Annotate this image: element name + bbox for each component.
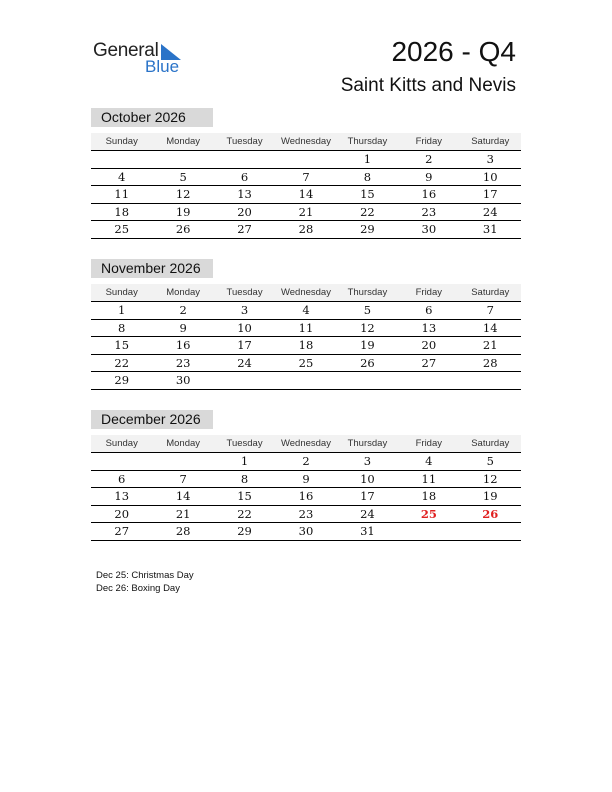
day-cell: 10 <box>482 169 498 184</box>
day-cell: 16 <box>421 187 437 202</box>
day-cell: 8 <box>240 471 249 486</box>
day-cell: 11 <box>114 187 130 202</box>
day-cell: 6 <box>240 169 249 184</box>
day-cell: 9 <box>425 169 433 184</box>
day-cell: 25 <box>114 222 130 237</box>
day-cell: 8 <box>118 320 126 335</box>
week-row <box>91 337 521 355</box>
weekday-name: Friday <box>415 136 443 147</box>
day-cell: 6 <box>118 471 126 486</box>
day-cell: 31 <box>482 222 498 237</box>
weekday-name: Monday <box>166 287 201 298</box>
day-cell: 21 <box>482 338 498 353</box>
holiday-notes <box>96 569 194 595</box>
day-cell: 21 <box>175 506 191 521</box>
day-cell <box>91 453 152 470</box>
day-cell: 29 <box>360 222 375 237</box>
day-cell: 31 <box>360 524 375 539</box>
month-december <box>91 410 521 541</box>
day-cell <box>275 372 336 389</box>
day-cell: 13 <box>237 187 252 202</box>
month-title: October 2026 <box>91 108 213 127</box>
week-row <box>91 302 521 320</box>
day-cell: 30 <box>421 222 437 237</box>
page-title: 2026 - Q4 <box>391 36 516 67</box>
day-cell: 28 <box>175 524 191 539</box>
week-row <box>91 453 521 471</box>
day-cell: 3 <box>240 303 249 317</box>
day-cell: 28 <box>482 355 498 370</box>
day-cell <box>337 372 398 389</box>
logo-word-blue: Blue <box>145 57 180 76</box>
day-cell: 19 <box>482 489 498 504</box>
day-cell: 10 <box>360 471 375 486</box>
day-cell: 16 <box>175 338 191 353</box>
day-cell: 11 <box>298 320 314 335</box>
day-cell: 2 <box>179 303 187 317</box>
day-cell: 2 <box>425 152 433 166</box>
day-cell: 20 <box>114 506 130 521</box>
day-cell: 3 <box>363 454 372 468</box>
day-cell: 6 <box>425 303 433 317</box>
holiday-day-cell: 26 <box>482 506 499 521</box>
day-cell: 19 <box>360 338 375 353</box>
day-cell: 4 <box>425 454 433 468</box>
day-cell: 4 <box>118 169 126 184</box>
weekday-name: Saturday <box>471 287 510 298</box>
day-cell: 24 <box>482 204 498 219</box>
holiday-note: Dec 26: Boxing Day <box>96 583 180 594</box>
day-cell: 7 <box>486 303 494 317</box>
day-cell: 11 <box>421 471 437 486</box>
day-cell: 12 <box>360 320 375 335</box>
weekday-name: Wednesday <box>280 287 331 298</box>
day-cell: 20 <box>237 204 252 219</box>
logo-word-general: General <box>93 40 159 61</box>
month-october <box>91 108 521 239</box>
day-cell: 12 <box>175 187 191 202</box>
day-cell <box>214 372 275 389</box>
day-cell: 1 <box>240 454 249 468</box>
day-cell: 22 <box>114 355 130 370</box>
day-cell: 23 <box>175 355 191 370</box>
day-cell: 18 <box>114 204 130 219</box>
day-cell: 30 <box>175 373 191 388</box>
holiday-note: Dec 25: Christmas Day <box>96 570 194 581</box>
day-cell <box>152 453 213 470</box>
day-cell: 17 <box>360 489 375 504</box>
day-cell: 29 <box>237 524 252 539</box>
day-cell: 9 <box>179 320 187 335</box>
day-cell <box>152 151 213 168</box>
day-cell: 7 <box>179 471 187 486</box>
day-cell: 29 <box>114 373 130 388</box>
day-cell: 23 <box>298 506 314 521</box>
week-row <box>91 488 521 506</box>
day-cell <box>398 523 459 540</box>
month-title: November 2026 <box>91 259 213 278</box>
day-cell: 28 <box>298 222 314 237</box>
generalblue-logo <box>93 40 193 80</box>
day-cell: 15 <box>237 489 252 504</box>
day-cell: 7 <box>302 169 310 184</box>
weekday-header-row <box>91 435 521 453</box>
day-cell: 3 <box>486 152 494 166</box>
weekday-name: Tuesday <box>226 438 263 449</box>
weekday-name: Sunday <box>105 438 138 449</box>
day-cell: 5 <box>179 169 187 184</box>
day-cell: 15 <box>360 187 375 202</box>
day-cell: 2 <box>302 454 310 468</box>
day-cell: 27 <box>237 222 252 237</box>
weekday-name: Wednesday <box>280 438 331 449</box>
week-row <box>91 523 521 541</box>
day-cell: 10 <box>237 320 252 335</box>
week-row <box>91 186 521 204</box>
day-cell: 16 <box>298 489 314 504</box>
week-row <box>91 151 521 169</box>
day-cell: 27 <box>114 524 130 539</box>
day-cell: 13 <box>421 320 437 335</box>
day-cell: 18 <box>298 338 314 353</box>
day-cell: 1 <box>118 303 126 317</box>
day-cell: 13 <box>114 489 130 504</box>
weekday-name: Friday <box>415 438 443 449</box>
week-row <box>91 221 521 239</box>
week-row <box>91 471 521 489</box>
day-cell <box>91 151 152 168</box>
weekday-name: Sunday <box>105 287 138 298</box>
day-cell: 4 <box>302 303 310 317</box>
weekday-name: Saturday <box>471 438 510 449</box>
day-cell: 24 <box>360 506 375 521</box>
day-cell: 26 <box>360 355 375 370</box>
weekday-name: Sunday <box>105 136 138 147</box>
day-cell: 22 <box>360 204 375 219</box>
day-cell: 18 <box>421 489 437 504</box>
day-cell: 14 <box>482 320 498 335</box>
week-row <box>91 506 521 524</box>
day-cell: 17 <box>482 187 498 202</box>
weekday-name: Tuesday <box>226 136 263 147</box>
day-cell: 5 <box>363 303 372 317</box>
weekday-header-row <box>91 284 521 302</box>
weekday-name: Monday <box>166 438 201 449</box>
day-cell: 17 <box>237 338 252 353</box>
day-cell: 26 <box>175 222 191 237</box>
day-cell: 19 <box>175 204 191 219</box>
day-cell: 23 <box>421 204 437 219</box>
day-cell: 20 <box>421 338 437 353</box>
day-cell <box>460 523 521 540</box>
day-cell <box>460 372 521 389</box>
day-cell: 22 <box>237 506 252 521</box>
weekday-name: Friday <box>415 287 443 298</box>
day-cell: 12 <box>482 471 498 486</box>
weekday-name: Saturday <box>471 136 510 147</box>
day-cell: 5 <box>486 454 494 468</box>
month-title: December 2026 <box>91 410 213 429</box>
weekday-name: Thursday <box>347 287 388 298</box>
weekday-name: Tuesday <box>226 287 263 298</box>
day-cell: 25 <box>298 355 314 370</box>
day-cell <box>214 151 275 168</box>
day-cell: 14 <box>175 489 191 504</box>
day-cell: 8 <box>363 169 372 184</box>
day-cell: 9 <box>302 471 310 486</box>
weekday-name: Monday <box>166 136 201 147</box>
day-cell: 15 <box>114 338 130 353</box>
day-cell <box>398 372 459 389</box>
week-row <box>91 372 521 390</box>
weekday-name: Thursday <box>347 136 388 147</box>
week-row <box>91 204 521 222</box>
weekday-header-row <box>91 133 521 151</box>
day-cell: 30 <box>298 524 314 539</box>
weekday-name: Wednesday <box>280 136 331 147</box>
week-row <box>91 355 521 373</box>
week-row <box>91 169 521 187</box>
day-cell: 24 <box>237 355 252 370</box>
holiday-day-cell: 25 <box>420 506 437 521</box>
day-cell <box>275 151 336 168</box>
day-cell: 1 <box>363 152 372 166</box>
month-november <box>91 259 521 390</box>
day-cell: 14 <box>298 187 314 202</box>
weekday-name: Thursday <box>347 438 388 449</box>
country-name: Saint Kitts and Nevis <box>340 75 516 96</box>
day-cell: 21 <box>298 204 314 219</box>
day-cell: 27 <box>421 355 437 370</box>
week-row <box>91 320 521 338</box>
